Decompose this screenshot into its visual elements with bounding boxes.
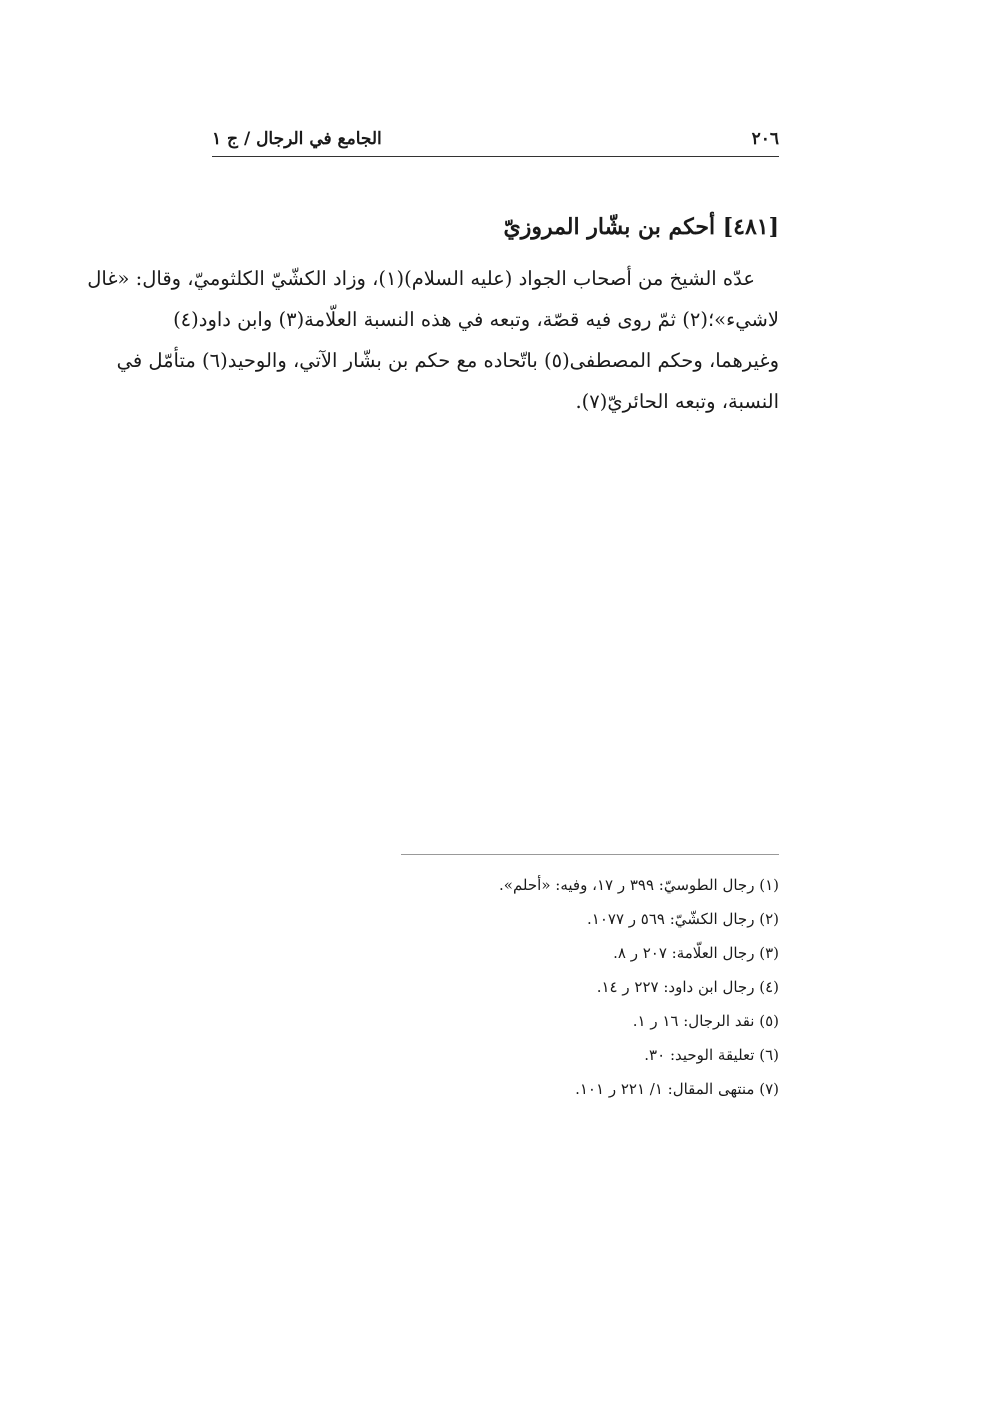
footnote: (٧) منتهى المقال: ١/ ٢٢١ ر ١٠١.: [575, 1080, 779, 1098]
footnote: (٦) تعليقة الوحيد: ٣٠.: [644, 1046, 779, 1064]
footnote: (٢) رجال الكشّيّ: ٥٦٩ ر ١٠٧٧.: [587, 910, 779, 928]
running-header: [212, 122, 779, 157]
footnote-separator: [401, 854, 779, 855]
footnote: (٤) رجال ابن داود: ٢٢٧ ر ١٤.: [596, 978, 779, 996]
document-page: [87, 0, 779, 1403]
footnotes: [212, 868, 779, 1106]
book-title: الجامع في الرجال / ج ١: [212, 129, 382, 149]
body-line: وغيرهما، وحكم المصطفى(٥) باتّحاده مع حكم بن بشّار الآتي، والوحيد(٦) متأمّل في: [116, 349, 779, 372]
entry-title: [٤٨١] أحكم بن بشّار المروزيّ: [503, 214, 779, 240]
body-line: النسبة، وتبعه الحائريّ(٧).: [575, 390, 779, 413]
body-line: عدّه الشيخ من أصحاب الجواد (عليه السلام)(١)، وزاد الكشّيّ الكلثوميّ، وقال: «غال: [87, 267, 755, 290]
footnote: (١) رجال الطوسيّ: ٣٩٩ ر ١٧، وفيه: «أحلم».: [499, 876, 779, 894]
entry-body: [87, 258, 779, 422]
footnote: (٣) رجال العلّامة: ٢٠٧ ر ٨.: [613, 944, 779, 962]
body-line: لاشيء»؛(٢) ثمّ روى فيه قصّة، وتبعه في هذه النسبة العلّامة(٣) وابن داود(٤): [173, 308, 779, 331]
page-number: ٢٠٦: [751, 129, 779, 149]
footnote: (٥) نقد الرجال: ١٦ ر ١.: [632, 1012, 779, 1030]
